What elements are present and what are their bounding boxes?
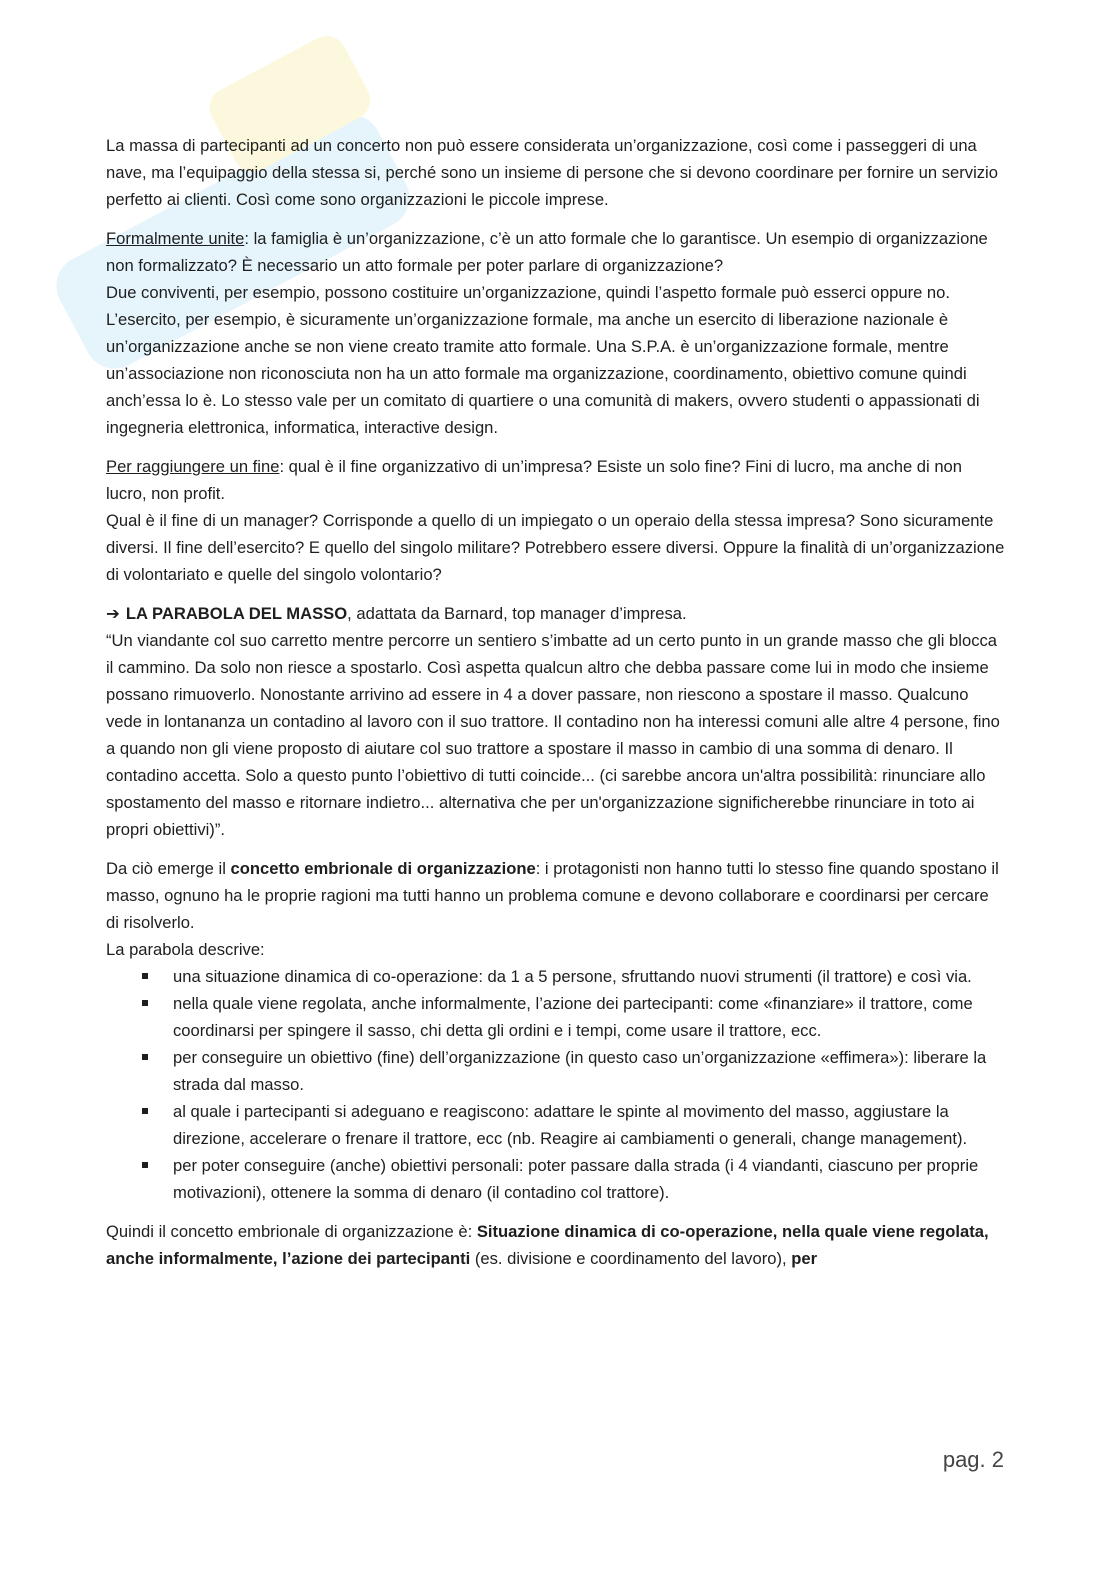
document-body <box>106 132 1006 1284</box>
paragraph-reach-a-goal <box>106 453 1006 588</box>
text-fine-body: : qual è il fine organizzativo di un’impresa? Esiste un solo fine? Fini di lucro, ma anche di non lucro, non profit. <box>106 457 963 503</box>
heading-parabola-del-masso: LA PARABOLA DEL MASSO <box>125 604 348 623</box>
heading-formalmente-unite: Formalmente unite <box>106 229 245 248</box>
paragraph-definition <box>106 1218 1006 1272</box>
list-item: per conseguire un obiettivo (fine) dell’organizzazione (in questo caso un’organizzazione «effimera»): liberare la strada dal masso. <box>173 1044 1006 1098</box>
paragraph-parabola <box>106 600 1006 843</box>
text-definition-pre: Quindi il concetto embrionale di organizzazione è: <box>106 1222 477 1241</box>
parabola-bullet-list <box>106 963 1006 1206</box>
page-number: pag. 2 <box>942 1447 1004 1472</box>
text-concetto-pre: Da ciò emerge il <box>106 859 231 878</box>
term-concetto-embrionale: concetto embrionale di organizzazione <box>230 859 536 878</box>
list-item: per poter conseguire (anche) obiettivi personali: poter passare dalla strada (i 4 viandanti, ciascuno per proprie motivazioni), ottenere la somma di denaro (il contadino col trattore). <box>173 1152 1006 1206</box>
heading-per-raggiungere: Per raggiungere un fine <box>106 457 280 476</box>
list-item: al quale i partecipanti si adeguano e reagiscono: adattare le spinte al movimento del masso, aggiustare la direzione, accelerare o frenare il trattore, ecc (nb. Reagire ai cambiamenti o generali, change management). <box>173 1098 1006 1152</box>
text-fine-continuation: Qual è il fine di un manager? Corrisponde a quello di un impiegato o un operaio della stessa impresa? Sono sicuramente diversi. Il fine dell’esercito? E quello del singolo militare? Potrebbero essere diversi. Oppure la finalità di un’organizzazione di volontariato e quelle del singolo volontario? <box>106 511 1005 584</box>
arrow-right-icon: ➔ <box>106 604 120 623</box>
text-formalmente-continuation: Due conviventi, per esempio, possono costituire un’organizzazione, quindi l’aspetto formale può esserci oppure no. L’esercito, per esempio, è sicuramente un’organizzazione formale, ma anche un esercito di liberazione nazionale è un’organizzazione anche se non viene creato tramite atto formale. Una S.P.A. è un’organizzazione formale, mentre un’associazione non riconosciuta non ha un atto formale ma organizzazione, coordinamento, obiettivo comune quindi anch’essa lo è. Lo stesso vale per un comitato di quartiere o una comunità di makers, ovvero studenti o appassionati di ingegneria elettronica, informatica, interactive design. <box>106 283 980 437</box>
list-item: nella quale viene regolata, anche informalmente, l’azione dei partecipanti: come «finanziare» il trattore, come coordinarsi per spingere il sasso, chi detta gli ordini e i tempi, come usare il trattore, ecc. <box>173 990 1006 1044</box>
list-item: una situazione dinamica di co-operazione: da 1 a 5 persone, sfruttando nuovi strumenti (il trattore) e così via. <box>173 963 1006 990</box>
paragraph-formally-united <box>106 225 1006 441</box>
paragraph-concert-example: La massa di partecipanti ad un concerto non può essere considerata un’organizzazione, così come i passeggeri di una nave, ma l’equipaggio della stessa si, perché sono un insieme di persone che si devono coordinare per fornire un servizio perfetto ai clienti. Così come sono organizzazioni le piccole imprese. <box>106 136 998 209</box>
text-parabola-attribution: , adattata da Barnard, top manager d’impresa. <box>347 604 687 623</box>
parabola-quote: “Un viandante col suo carretto mentre percorre un sentiero s’imbatte ad un certo punto in un grande masso che gli blocca il cammino. Da solo non riesce a spostarlo. Così aspetta qualcun altro che debba passare come lui in modo che insieme possano rimuoverlo. Nonostante arrivino ad essere in 4 a dover passare, non riescono a spostare il masso. Qualcuno vede in lontananza un contadino al lavoro con il suo trattore. Il contadino non ha interessi comuni alle altre 4 persone, fino a quando non gli viene proposto di aiutare col suo trattore a spostare il masso in cambio di una somma di denaro. Il contadino accetta. Solo a questo punto l’obiettivo di tutti coincide... (ci sarebbe ancora un'altra possibilità: rinunciare allo spostamento del masso e ritornare indietro... alternativa che per un'organizzazione significherebbe rinunciare in toto ai propri obiettivi)”. <box>106 631 1000 839</box>
list-intro: La parabola descrive: <box>106 940 265 959</box>
text-formalmente-body: : la famiglia è un’organizzazione, c’è un atto formale che lo garantisce. Un esempio di organizzazione non formalizzato? È necessario un atto formale per poter parlare di organizzazione? <box>106 229 988 275</box>
text-concetto-body: : i protagonisti non hanno tutti lo stesso fine quando spostano il masso, ognuno ha le proprie ragioni ma tutti hanno un problema comune e devono collaborare e coordinarsi per cercare di risolverlo. <box>106 859 999 932</box>
term-definition-tail: per <box>791 1249 818 1268</box>
text-definition-mid: (es. divisione e coordinamento del lavoro), <box>470 1249 792 1268</box>
term-definition: Situazione dinamica di co-operazione, nella quale viene regolata, anche informalmente, l’azione dei partecipanti <box>106 1222 989 1268</box>
paragraph-concetto-embrionale <box>106 855 1006 963</box>
